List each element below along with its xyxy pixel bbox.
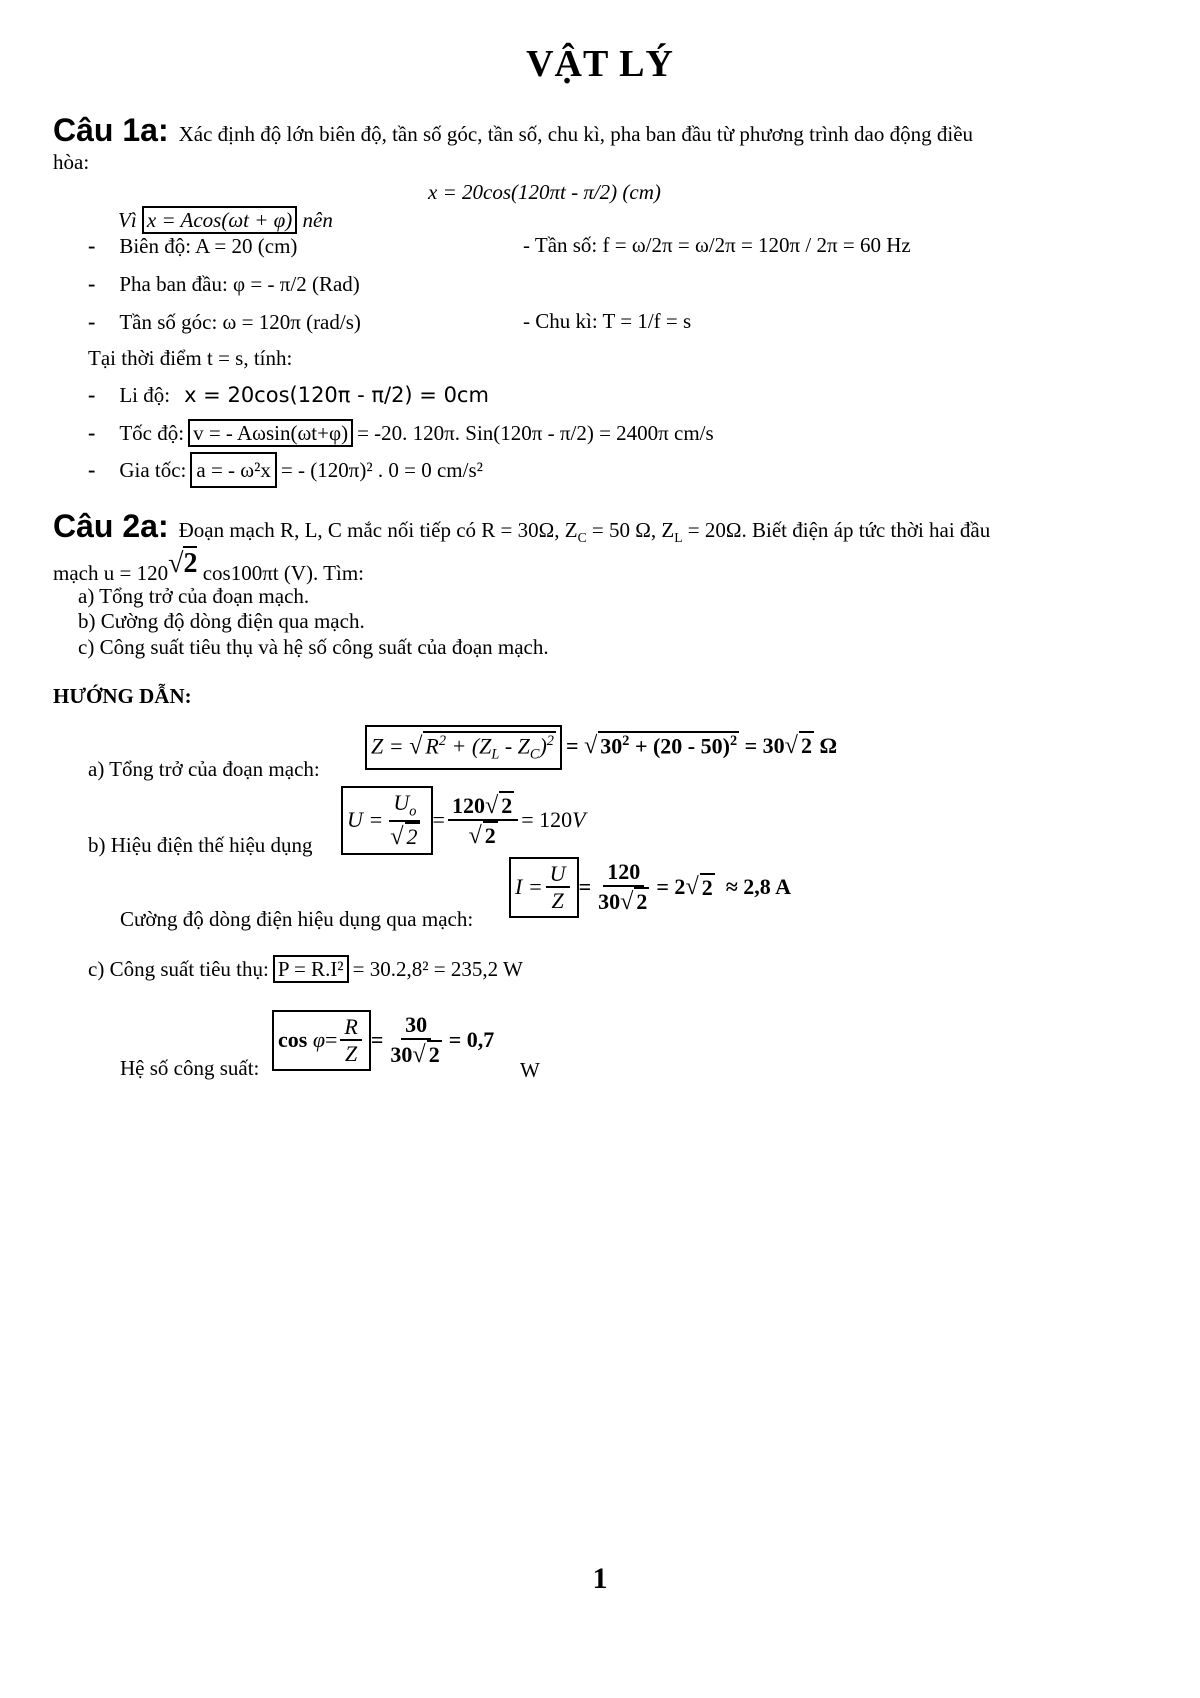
speed-label: Tốc độ: (119, 421, 185, 445)
bullet-dash: - (88, 382, 96, 407)
acceleration-row (88, 457, 483, 483)
at-time-text: Tại thời điểm t = s, tính: (88, 346, 293, 370)
displacement-row (88, 382, 489, 408)
amplitude-text: Biên độ: A = 20 (cm) (119, 234, 298, 258)
line2-start: mạch u = 120 (53, 561, 169, 585)
power-label: c) Công suất tiêu thụ: (88, 957, 269, 981)
bullet-dash: - (88, 420, 96, 445)
question-1-equation (428, 180, 661, 205)
page-number: 1 (592, 1562, 608, 1595)
effective-voltage-label: b) Hiệu điện thế hiệu dụng (88, 833, 313, 857)
voltage-formula-box: U = $\frac{U_o}{√ 2}$ (341, 786, 433, 855)
acceleration-formula-box: a = - ω²x (190, 452, 277, 488)
power-row (88, 957, 523, 982)
sqrt-value: 2 (183, 548, 198, 579)
general-form-box: x = Acos(ωt + φ) (142, 206, 297, 234)
impedance-calculation: = √ $30^2 + (20 - 50)^2 = 30√$ 2 Ω (565, 732, 838, 760)
phase-text: Pha ban đầu: φ = - π/2 (Rad) (119, 272, 360, 296)
bullet-dash: - (88, 457, 96, 482)
question-1-prompt: Xác định độ lớn biên độ, tần số góc, tần số, chu kì, pha ban đầu từ phương trình dao động điều (178, 122, 974, 146)
amplitude-row (88, 233, 297, 259)
task-item-c: c) Công suất tiêu thụ và hệ số công suất của đoạn mạch. (78, 635, 549, 659)
task-item-b: b) Cường độ dòng điện qua mạch. (78, 609, 365, 633)
sqrt-symbol: √2 (168, 548, 198, 579)
question-2-label: Câu 2a: (53, 508, 169, 544)
bullet-dash: - (88, 309, 96, 334)
impedance-formula (365, 725, 837, 770)
voltage-calculation: = $\frac{120√ 2}{√ 2}$ = 120 V (432, 791, 586, 850)
bullet-dash: - (88, 271, 96, 296)
current-label: Cường độ dòng điện hiệu dụng qua mạch: (120, 907, 474, 931)
guide-heading: HƯỚNG DẪN: (53, 684, 192, 708)
current-approx: ≈ 2,8 A (725, 874, 791, 900)
equation-text: x = 20cos(120πt - π/2) (cm) (428, 180, 661, 204)
nen-word: nên (302, 208, 333, 232)
prompt-part: = 20Ω. Biết điện áp tức thời hai đầu (682, 518, 991, 542)
phase-row (88, 271, 360, 297)
angular-frequency-row (88, 309, 361, 335)
question-1-label: Câu 1a: (53, 112, 169, 148)
prompt-part: = 50 Ω, Z (586, 518, 675, 542)
current-formula (509, 857, 791, 918)
power-factor-calculation: = $\frac{30}{30√ 2}$ = 0,7 (370, 1012, 495, 1068)
question-1-prompt-cont: hòa: (53, 150, 90, 174)
frequency-text: - Tần số: f = ω/2π = ω/2π = 120π / 2π = 60 Hz (523, 233, 911, 257)
displacement-label: Li độ: (119, 383, 171, 407)
speed-row (88, 420, 714, 446)
power-factor-formula (272, 1010, 494, 1071)
acceleration-label: Gia tốc: (119, 458, 187, 482)
question-2-heading (53, 508, 990, 546)
impedance-label: a) Tổng trở của đoạn mạch: (88, 757, 320, 781)
power-calculation: = 30.2,8² = 235,2 W (352, 957, 523, 981)
question-1-heading (53, 112, 973, 149)
bullet-dash: - (88, 233, 96, 258)
power-formula-box: P = R.I² (273, 955, 349, 983)
speed-calculation: = -20. 120π. Sin(120π - π/2) = 2400π cm/s (357, 421, 714, 445)
power-factor-unit: W (520, 1058, 540, 1082)
general-form-line (118, 208, 333, 233)
impedance-formula-box: Z = √ $R^2 + (Z_L - Z_C)^2$ (365, 725, 562, 770)
zc-subscript: C (577, 530, 587, 546)
power-factor-formula-box: cos φ = $\frac{R}{Z}$ (272, 1010, 371, 1071)
line2-end: cos100πt (V). Tìm: (197, 561, 364, 585)
vi-word: Vì (118, 208, 137, 232)
effective-voltage-formula (341, 786, 586, 855)
page-title: VẬT LÝ (526, 43, 674, 85)
current-calculation: = $\frac{120}{30√ 2}$ = 2 √ 2 ≈ 2,8 A (578, 859, 791, 915)
speed-formula-box: v = - Aωsin(ωt+φ) (188, 419, 353, 447)
angular-frequency-text: Tần số góc: ω = 120π (rad/s) (119, 310, 361, 334)
period-text: - Chu kì: T = 1/f = s (523, 309, 692, 333)
task-item-a: a) Tổng trở của đoạn mạch. (78, 584, 310, 608)
current-formula-box: I = $\frac{U}{Z}$ (509, 857, 579, 918)
displacement-equation: x = 20cos(120π - π/2) = 0cm (184, 383, 489, 407)
question-2-prompt (178, 518, 991, 546)
acceleration-calculation: = - (120π)² . 0 = 0 cm/s² (280, 458, 483, 482)
power-factor-label: Hệ số công suất: (120, 1056, 260, 1080)
prompt-part: Đoạn mạch R, L, C mắc nối tiếp có R = 30Ω, Z (178, 518, 578, 542)
zl-subscript: L (674, 530, 683, 546)
